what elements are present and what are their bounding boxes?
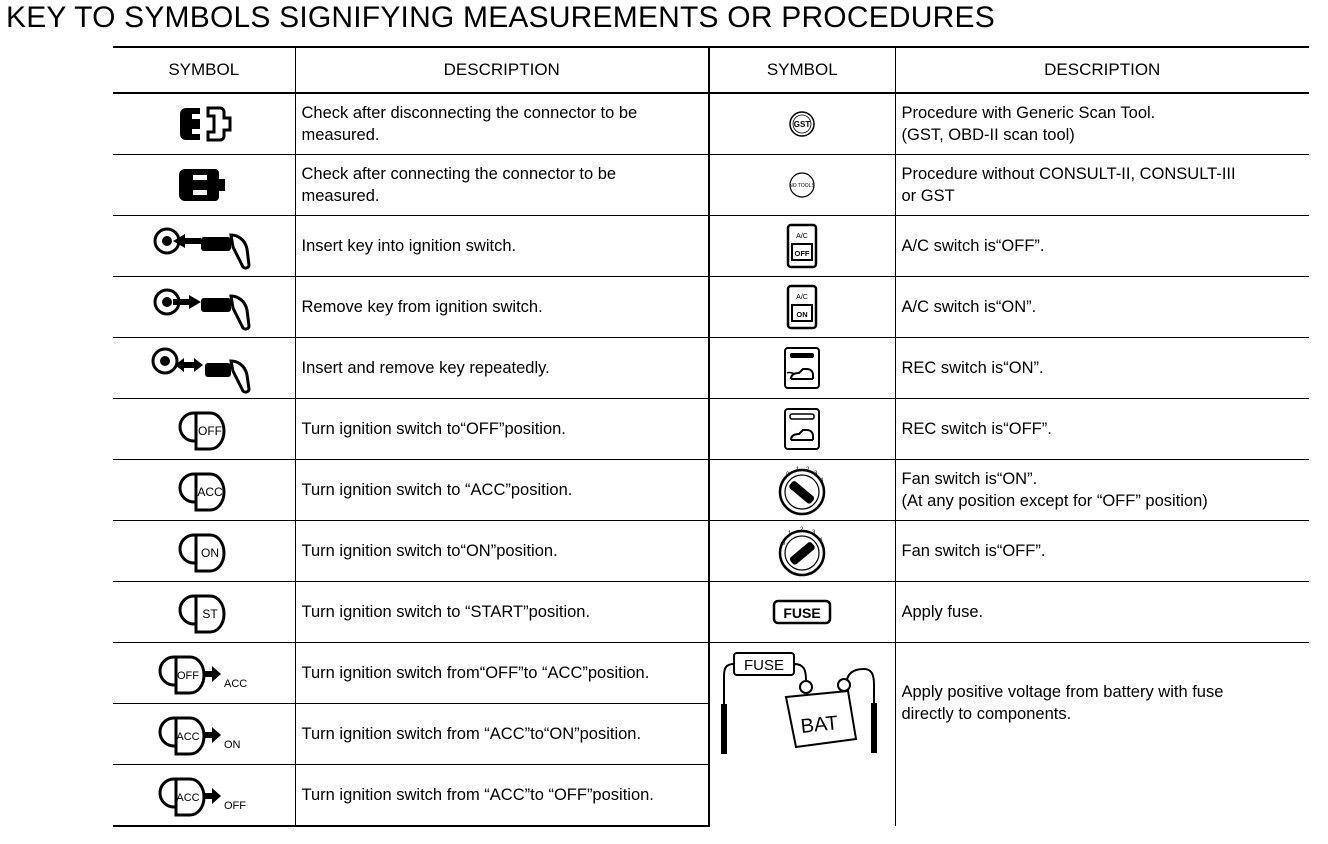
description-line: measured. [301, 126, 380, 144]
description-cell [895, 93, 1309, 155]
description-cell [895, 155, 1309, 216]
description-line: (GST, OBD-II scan tool) [901, 126, 1075, 144]
svg-text:OFF: OFF [794, 249, 810, 258]
description-line: Remove key from ignition switch. [301, 298, 543, 316]
svg-text:FUSE: FUSE [783, 605, 821, 621]
description-line: Turn ignition switch from “ACC”to“ON”position. [301, 725, 642, 743]
symbol-cell [709, 93, 895, 155]
connector-connected-icon [169, 161, 239, 209]
symbol-header-left: SYMBOL [113, 47, 295, 93]
ignition-on-icon [174, 525, 234, 577]
description-line: Insert key into ignition switch. [301, 237, 517, 255]
symbol-cell [113, 155, 295, 216]
description-cell [295, 399, 709, 460]
description-cell [895, 216, 1309, 277]
svg-text:ST: ST [202, 607, 218, 621]
description-line: Turn ignition switch to“OFF”position. [301, 420, 566, 438]
svg-text:1: 1 [796, 467, 800, 473]
description-line: (At any position except for “OFF” position) [901, 492, 1208, 510]
symbol-header-right: SYMBOL [709, 47, 895, 93]
ignition-acc-to-on-icon [154, 708, 254, 760]
svg-text:3: 3 [812, 530, 816, 536]
page-title: KEY TO SYMBOLS SIGNIFYING MEASUREMENTS OR PROCEDURES [6, 1, 995, 34]
description-header-right: DESCRIPTION [895, 47, 1309, 93]
symbol-cell [113, 216, 295, 277]
svg-text:ON: ON [200, 546, 219, 560]
symbol-cell [113, 643, 295, 704]
svg-text:2: 2 [806, 467, 810, 473]
gst-icon [787, 109, 817, 139]
table-row [113, 582, 1309, 643]
battery-fuse-icon [714, 647, 890, 767]
table-row [113, 338, 1309, 399]
description-cell [295, 521, 709, 582]
svg-text:FUSE: FUSE [744, 657, 785, 674]
ignition-acc-icon [174, 464, 234, 516]
svg-text:ON: ON [796, 310, 808, 319]
description-cell [895, 582, 1309, 643]
svg-text:ACC: ACC [197, 485, 223, 499]
symbols-table [113, 46, 1309, 827]
insert-key-icon [149, 219, 259, 273]
description-cell [295, 216, 709, 277]
description-cell [895, 399, 1309, 460]
svg-text:ACC: ACC [223, 678, 247, 690]
svg-text:4: 4 [819, 538, 823, 544]
description-cell [295, 460, 709, 521]
symbol-cell [113, 399, 295, 460]
symbol-cell [113, 582, 295, 643]
symbol-cell [709, 277, 895, 338]
symbol-cell [113, 93, 295, 155]
description-cell [295, 155, 709, 216]
symbol-cell [709, 155, 895, 216]
symbol-cell [709, 521, 895, 582]
svg-text:ACC: ACC [176, 731, 200, 743]
description-line: Turn ignition switch to “ACC”position. [301, 481, 573, 499]
description-cell [895, 521, 1309, 582]
svg-text:0: 0 [786, 472, 790, 478]
symbol-cell [709, 216, 895, 277]
description-line: Apply fuse. [901, 603, 984, 621]
ac-switch-on-icon [785, 283, 819, 331]
svg-text:1: 1 [788, 531, 792, 537]
description-line: directly to components. [901, 705, 1072, 723]
description-cell [895, 643, 1309, 827]
table-row [113, 399, 1309, 460]
table-row [113, 277, 1309, 338]
description-line: Turn ignition switch to “START”position. [301, 603, 591, 621]
description-cell [295, 765, 709, 827]
ignition-start-icon [174, 586, 234, 638]
svg-text:2: 2 [800, 527, 804, 533]
svg-text:OFF: OFF [176, 670, 199, 682]
fuse-icon [771, 598, 833, 626]
ac-switch-off-icon [785, 222, 819, 270]
description-line: REC switch is“OFF”. [901, 420, 1052, 438]
description-line: A/C switch is“ON”. [901, 298, 1037, 316]
description-cell [295, 582, 709, 643]
symbol-cell [709, 582, 895, 643]
fan-switch-off-icon [774, 523, 830, 579]
description-line: Fan switch is“OFF”. [901, 542, 1046, 560]
remove-key-icon [149, 280, 259, 334]
table-header-row [113, 47, 1309, 93]
symbol-cell [709, 399, 895, 460]
ignition-off-to-acc-icon [154, 647, 254, 699]
rec-switch-off-icon [781, 406, 823, 452]
svg-text:0: 0 [782, 541, 786, 547]
description-line: Insert and remove key repeatedly. [301, 359, 550, 377]
description-line: measured. [301, 187, 380, 205]
symbol-cell [113, 338, 295, 399]
description-line: Fan switch is“ON”. [901, 470, 1038, 488]
description-line: Apply positive voltage from battery with fuse [901, 683, 1224, 701]
description-line: Procedure without CONSULT-II, CONSULT-III [901, 165, 1236, 183]
description-cell [895, 460, 1309, 521]
description-cell [295, 277, 709, 338]
connector-disconnected-icon [164, 100, 244, 148]
symbol-cell [709, 338, 895, 399]
svg-text:3: 3 [814, 471, 818, 477]
svg-text:OFF: OFF [197, 424, 222, 438]
svg-text:A/C: A/C [796, 294, 809, 301]
description-line: A/C switch is“OFF”. [901, 237, 1045, 255]
description-line: Turn ignition switch from“OFF”to “ACC”position. [301, 664, 650, 682]
svg-text:BAT: BAT [799, 712, 840, 738]
table-row [113, 216, 1309, 277]
symbol-cell [113, 704, 295, 765]
svg-text:4: 4 [820, 478, 824, 484]
ignition-acc-to-off-icon [154, 769, 254, 821]
description-cell [895, 277, 1309, 338]
svg-text:A/C: A/C [796, 233, 809, 240]
description-line: Turn ignition switch to“ON”position. [301, 542, 558, 560]
symbol-cell [113, 277, 295, 338]
description-header-left: DESCRIPTION [295, 47, 709, 93]
description-line: or GST [901, 187, 955, 205]
description-line: Procedure with Generic Scan Tool. [901, 104, 1156, 122]
symbol-cell [113, 765, 295, 827]
description-cell [295, 93, 709, 155]
symbol-cell [709, 643, 895, 827]
table-row [113, 155, 1309, 216]
table-row [113, 460, 1309, 521]
fan-switch-on-icon [774, 462, 830, 518]
symbol-cell [113, 521, 295, 582]
description-line: Check after connecting the connector to be [301, 165, 617, 183]
svg-text:ACC: ACC [176, 792, 200, 804]
description-cell [295, 704, 709, 765]
description-line: Turn ignition switch from “ACC”to “OFF”position. [301, 786, 654, 804]
table-row [113, 93, 1309, 155]
description-cell [295, 338, 709, 399]
no-tools-icon [787, 170, 817, 200]
svg-text:OFF: OFF [223, 800, 246, 812]
rec-switch-on-icon [781, 345, 823, 391]
symbol-cell [709, 460, 895, 521]
insert-remove-key-icon [149, 341, 259, 395]
svg-text:GST: GST [794, 120, 811, 129]
table-row [113, 643, 1309, 704]
svg-text:ON: ON [223, 739, 241, 751]
description-cell [895, 338, 1309, 399]
description-line: REC switch is“ON”. [901, 359, 1044, 377]
description-cell [295, 643, 709, 704]
ignition-off-icon [174, 403, 234, 455]
description-line: Check after disconnecting the connector to be [301, 104, 638, 122]
symbol-cell [113, 460, 295, 521]
svg-text:NO TOOLS: NO TOOLS [789, 183, 816, 189]
table-row [113, 521, 1309, 582]
